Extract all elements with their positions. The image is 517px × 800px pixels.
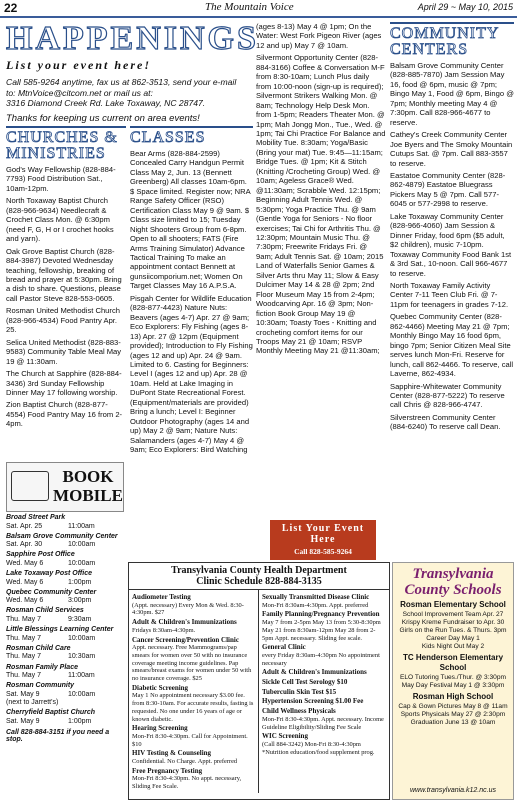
- school-event: Girls on the Run Tues. & Thurs. 3pm: [399, 627, 507, 634]
- stop-time: 3:00pm: [68, 597, 92, 605]
- school-name: TC Henderson Elementary School: [402, 653, 504, 672]
- clinic-service-detail: (Call 884-3242) Mon-Fri 8:30-4:30pm *Nutrition education/food supplement prog.: [262, 740, 375, 756]
- health-clinic-schedule: [128, 562, 390, 800]
- listing: Balsam Grove Community Center (828-885-7870) Jam Session May 16, food @ 6pm, music @ 7pm; Bingo May 1, Food @ 6pm, Bingo @ 7pm; Monthly meeting May 4 @ 7:30pm. Call 828-966-4677 to reserve.: [390, 61, 514, 127]
- contact-line: Call 585-9264 anytime, fax us at 862-3513, send your e-mail: [6, 77, 237, 87]
- stop-time: 10:00am: [68, 634, 96, 642]
- bookmobile-stop-row: [6, 597, 126, 606]
- schools-website: www.transylvania.k12.nc.us: [410, 787, 496, 794]
- bookmobile-stop-name: Lake Toxaway Post Office: [6, 570, 92, 578]
- listing: Rosman United Methodist Church (828-966-4534) Food Pantry Apr. 25.: [6, 306, 120, 335]
- bookmobile-stop-name: Rosman Child Care: [6, 644, 71, 652]
- bookmobile-stop-row: [6, 523, 126, 532]
- bookmobile-stop-row: [6, 718, 126, 727]
- page-subtitle: List your event here!: [6, 58, 151, 72]
- health-title-line: Transylvania County Health Department: [171, 565, 347, 576]
- listing: Eastatoe Community Center (828-862-4879) Eastatoe Bluegrass Pickers May 5 @ 7pm. Call 577-6045 or 577-2998 to reserve.: [390, 170, 506, 209]
- stop-date: Wed. May 6: [6, 559, 44, 567]
- schools-title: Transylvania County Schools: [404, 566, 502, 598]
- clinic-service-title: Tuberculin Skin Test $15: [262, 687, 337, 696]
- school-event: Sports Physicals May 27 @ 2:30pm: [400, 711, 506, 718]
- school-event: Cap & Gown Pictures May 8 @ 11am: [398, 703, 508, 710]
- continued-column: [256, 22, 386, 359]
- clinic-service-title: Free Pregnancy Testing: [132, 766, 203, 775]
- stop-date: Thu. May 7: [6, 634, 42, 642]
- clinic-service-title: Hearing Screening: [132, 724, 188, 733]
- schools-sections: [393, 600, 513, 727]
- bookmobile-stop-name: Rosman Child Services: [6, 607, 84, 615]
- stop-date: Sat. Apr. 25: [6, 522, 43, 530]
- churches-column: [6, 126, 126, 432]
- stop-time: 10:30am: [68, 653, 96, 661]
- clinic-service-title: Child Wellness Physicals: [262, 707, 336, 716]
- stop-time: 9:30am: [68, 616, 92, 624]
- school-name: Rosman High School: [412, 692, 494, 701]
- health-columns: [129, 590, 389, 793]
- school-event: Krispy Kreme Fundraiser to Apr. 30: [401, 619, 505, 626]
- bookmobile-stop-row: [6, 691, 126, 700]
- listing: Lake Toxaway Community Center (828-966-4060) Jam Session & Dinner Friday, food 6pm ($5 adult, $2 children), music 7-10pm. Toxaway Community Food Bank 1st & 3rd Sat., 10-noon. Call 966-4677 to reserve.: [390, 211, 512, 278]
- bookmobile-schedule: [6, 462, 126, 800]
- clinic-service-detail: Mon-Fri 8:30-4:30pm. Appt. necessary. Income Guideline Eligibility/Sliding Fee Scale: [262, 715, 384, 731]
- bookmobile-banner: [6, 462, 124, 512]
- bus-icon: [11, 471, 49, 501]
- school-event: Career Day May 1: [426, 635, 480, 642]
- bookmobile-stop-row: [6, 653, 126, 662]
- listing: Sapphire-Whitewater Community Center (828-877-5222) To reserve call Chris @ 828-966-4747.: [390, 381, 505, 410]
- listing: Pisgah Center for Wildlife Education (828-877-4423) Nature Nuts: Beavers (ages 4-7) Apr. 27 @ 9am; Eco Explorers: Fly Fishing (ages 8-13) Apr. 27 @ 12pm (Equipment provided); Introduction to Fly Fishing (ages 12 and up) Apr. 24 @ 9am. Limited to 6. Casting for Beginners: Level I (ages 12 and up) Apr. 28 @ 10am. Held at Lake Imaging in DuPont State Recreational Forest. (Equipment/materials are provided) Bring a lunch; Level I: Beginner Outdoor Photography (ages 14 and up) May 2 @ 9am; Nature Nuts: Salamanders (ages 4-7) May 4 @ 9am; Eco Explorers: Bird Watching: [130, 293, 253, 455]
- promo-line: List Your Event Here: [281, 523, 365, 545]
- listing: Silverstreen Community Center (884-6240) To reserve call Dean.: [390, 412, 501, 432]
- bookmobile-stop-row: [6, 616, 126, 625]
- school-event: Graduation June 13 @ 10am: [410, 719, 496, 726]
- stop-date: Thu. May 7: [6, 653, 42, 661]
- promo-phone: Call 828-585-9264: [294, 547, 352, 556]
- stop-time: 1:00pm: [68, 718, 92, 726]
- bookmobile-stops: [6, 514, 126, 727]
- clinic-service-detail: Mon-Fri 8:30-4:30pm. No appt. necessary, Sliding Fee Scale.: [132, 775, 242, 791]
- stop-time: 11:00am: [68, 672, 95, 680]
- clinic-service-title: Audiometer Testing: [132, 593, 191, 601]
- stop-date: Thu. May 7: [6, 672, 42, 680]
- listing: North Toxaway Baptist Church (828-966-9634) Needlecraft & Crochet Class Mon. @ 6:30pm (need F, G, H or I crochet hooks and yarn).: [6, 196, 114, 244]
- clinic-service-detail: Fridays 8:30am-4:30pm.: [132, 626, 196, 634]
- school-event: ELO Tutoring Tues./Thur. @ 3:30pm: [399, 674, 507, 681]
- health-right-column: [259, 590, 389, 793]
- listing: Bear Arms (828-884-2599) Concealed Carry Handgun Permit Class May 2, Jun. 13 (Bennett Greenberg) All classes 10am-6pm. $ Space limited. Register now; NRA Range Safety Officer (RSO) Certification Class May 9 @ 9am. $ Class size limited to 15; Tuesday Night Shooters Group from 6-8pm. Open to all shooters; FATS (Fire Arms Training Simulator) Advance Tactical Training To make an appointment contact Bennett at gunsiicomporium.net; Women On Target Classes May 16 A.P.S.A.: [130, 149, 251, 291]
- school-event: May Day Festival May 1 @ 3:30pm: [401, 682, 505, 689]
- clinic-service-detail: every Friday 8:30am-4:30pm No appointment necessary: [262, 651, 380, 667]
- clinic-service-detail: Appt. necessary. Free Mammograms/pap smears for women over 50 with no insurance coverage meeting income guidelines. Pap smears/breast exams for women under 50 with no insurance coverage. $25: [132, 644, 252, 683]
- clinic-service-detail: May 7 from 2-5pm May 13 from 5:30-8:30pm May 21 from 8:30am-12pm May 28 from 2-5pm Appt. necessary. Sliding fee scale.: [262, 619, 381, 642]
- page-number: 22: [4, 1, 18, 15]
- bookmobile-stop-row: [6, 635, 126, 644]
- clinic-service-title: Sexually Transmitted Disease Clinic: [262, 593, 370, 601]
- clinic-service-title: Hypertension Screening $1.00 Fee: [262, 697, 364, 706]
- listing: The Church at Sapphire (828-884-3436) 3rd Sunday Fellowship Dinner May 17 following worship.: [6, 369, 122, 397]
- stop-time: 10:00am: [68, 559, 96, 567]
- clinic-service-detail: Confidential. No Charge. Appt. preferred: [132, 758, 238, 766]
- bookmobile-stop-row: [6, 541, 126, 550]
- masthead: The Mountain Voice: [205, 1, 294, 13]
- stop-date: Sat. May 9: [6, 718, 40, 726]
- stop-date: Sat. May 9: [6, 690, 40, 698]
- stop-time: 11:00am: [68, 522, 95, 530]
- health-title: [129, 563, 389, 590]
- clinic-service-title: HIV Testing & Counseling: [132, 749, 212, 758]
- stop-time: 1:00pm: [68, 578, 92, 586]
- bookmobile-title: BOOK MOBILE: [53, 467, 123, 505]
- bookmobile-stop-name: Cherryfield Baptist Church: [6, 709, 96, 717]
- listing: Oak Grove Baptist Church (828-884-3987) Devoted Wednesday teaching, fellowship, breaking of bread and prayer at 5:30pm. Bring a dish to share. Questions, please call Pastor Steve 828-553-0605.: [6, 246, 122, 303]
- list-your-event-promo: [270, 520, 376, 560]
- health-title-line: Clinic Schedule 828-884-3135: [196, 576, 322, 587]
- issue-date: April 29 ~ May 10, 2015: [417, 2, 513, 12]
- listing: North Toxaway Family Activity Center 7-11 Teen Club Fri. @ 7-11pm for teenagers in grades 7-12.: [390, 280, 509, 309]
- clinic-service-detail: Mon-Fri 8:30-4:30pm. Call for Appointment. $10: [132, 732, 248, 748]
- bookmobile-stop-name: Sapphire Post Office: [6, 551, 75, 559]
- thanks-line: Thanks for keeping us current on area events!: [6, 112, 200, 124]
- contact-line: 3316 Diamond Creek Rd. Lake Toxaway, NC 28747.: [6, 98, 206, 108]
- clinic-service-title: General Clinic: [262, 643, 306, 652]
- bookmobile-stop-name: Rosman Family Place: [6, 663, 78, 671]
- clinic-service-title: WIC Screening: [262, 732, 308, 741]
- clinic-service-title: Adult & Children's Immunizations: [262, 668, 367, 677]
- clinic-service-title: Sickle Cell Test Serology $10: [262, 678, 348, 687]
- clinic-service-title: Family Planning/Pregnancy Prevention: [262, 610, 380, 619]
- health-left-column: [129, 590, 259, 793]
- stop-date: Sat. Apr. 30: [6, 541, 43, 549]
- stop-date: Thu. May 7: [6, 616, 42, 624]
- classes-heading: CLASSES: [130, 126, 253, 146]
- stop-date: Wed. May 6: [6, 578, 44, 586]
- stop-time: 10:00am: [68, 541, 96, 549]
- listing: God's Way Fellowship (828-884-7793) Food Distribution Sat., 10am-12pm.: [6, 165, 116, 193]
- bookmobile-stop-row: [6, 560, 126, 569]
- clinic-service-title: Adult & Children's Immunizations: [132, 618, 237, 627]
- listing: Cathey's Creek Community Center Joe Byers and The Smoky Mountain Cutups Sat. @ 7pm. Call 883-3557 to reserve.: [390, 130, 513, 168]
- listing: Selica United Methodist (828-883-9583) Community Table Meal May 19 @ 11:30am.: [6, 337, 122, 366]
- stop-date: Wed. May 6: [6, 597, 44, 605]
- churches-heading: CHURCHES & MINISTRIES: [6, 126, 126, 162]
- bookmobile-stop-row: [6, 579, 126, 588]
- school-event: Kids Night Out May 2: [421, 643, 485, 650]
- bookmobile-stop-name: Balsam Grove Community Center: [6, 532, 118, 540]
- stop-note: (next to Jarrett's): [6, 699, 59, 707]
- bookmobile-stop-row: [6, 672, 126, 681]
- community-column: [390, 22, 514, 435]
- listing: (ages 8-13) May 4 @ 1pm; On the Water: West Fork Pigeon River (ages 12 and up) May 7 @ 10am.: [256, 22, 382, 50]
- listing: Quebec Community Center (828-862-4466) Meeting May 21 @ 7pm; Monthly Bingo May 16 food 6pm, bingo 7pm; Senior Citizen Meal Site serves lunch Mon-Fri. Reserve for lunch, call 862-4466. To reserve, call Laverne, 862-4934.: [390, 312, 514, 379]
- bookmobile-stop-name: Broad Street Park: [6, 514, 66, 521]
- clinic-service-title: Cancer Screening/Prevention Clinic: [132, 635, 239, 644]
- bookmobile-stop-name: Little Blessings Learning Center: [6, 626, 114, 634]
- page-title: HAPPENINGS: [6, 20, 259, 57]
- bookmobile-stop-name: Rosman Community: [6, 682, 75, 690]
- bookmobile-footer: Call 828-884-3151 if you need a stop.: [6, 728, 110, 743]
- stop-time: 10:00am: [68, 690, 96, 698]
- bookmobile-stop-name: Quebec Community Center: [6, 588, 97, 596]
- clinic-service-detail: Mon-Fri 8:30am-4:30pm. Appt. preferred: [262, 601, 369, 609]
- school-event: School Improvement Team Apr. 27: [402, 611, 504, 618]
- clinic-service-detail: (Appt. necessary) Every Mon & Wed. 8:30-4:30pm. $27: [132, 601, 244, 617]
- listing: Zion Baptist Church (828-877-4554) Food Pantry May 16 from 2-4pm.: [6, 400, 123, 429]
- clinic-service-detail: May 1 No appointment necessary $3.00 fee. from 8:30-10am. For accurate results, fasting is requested. No one under 16 years of age or known diabetic.: [132, 692, 254, 723]
- schools-box: [392, 562, 514, 800]
- community-heading: COMMUNITY CENTERS: [390, 22, 514, 58]
- classes-column: [130, 126, 253, 458]
- top-bar: [0, 0, 517, 18]
- school-name: Rosman Elementary School: [400, 600, 506, 609]
- contact-line: to: MtnVoice@citcom.net or mail us at:: [6, 87, 153, 98]
- clinic-service-title: Diabetic Screening: [132, 683, 189, 692]
- listing: Silvermont Opportunity Center (828-884-3166) Coffee & Conversation M-F from 8:30-10am; Lunch Plus daily from 10:00-noon (sign-up is required); Silvermont Strikers Walking Mon. @ 8am; Technology Help Desk Mon. from 1-5pm; Readers Theater Mon. @ 1pm; Mah Jongg Mon., Tue., Wed. @ 1pm; Tai Chi Practice For Balance and Mobility Tue. 8:30am; Yoga/Basic (Bring your mat) Tue. 9:45—11:15am; Bridge Tues. @ 1pm; Kit & Stitch (Knitting /Crocheting Group) Wed. @ 10am; Ageless Grace® Wed. @11:30am; Scrabble Wed. 12:15pm; Beginning Adult Tennis Wed. @ 5:30pm; Yoga Practice Thu. @ 9am (Gentle Yoga for Seniors - No floor exercises; Tai Chi for Arthritis Thu. @ 12:30pm; Mountain Music Thu. @ 7:30pm; Freewrite Fridays Fri. @ 9am; Adult Tennis Sat. @ 10am; 2015 Land of Waterfalls Senior Games & Silver Arts thru May 11; Slow & Easy Dulcimer May 14 & 28 @ 2pm; 2nd Floor Museum May 15 from 2-4pm; Woodcarving Apr. 16 @ 3pm; Non-fiction Book Group May 19 @ 10:30am; Toasty Toes - Knitting and crocheting comfort items for our Troops May 21 @ 10am; RSVP Monthly Meeting May 21 @11:30am;: [256, 53, 386, 356]
